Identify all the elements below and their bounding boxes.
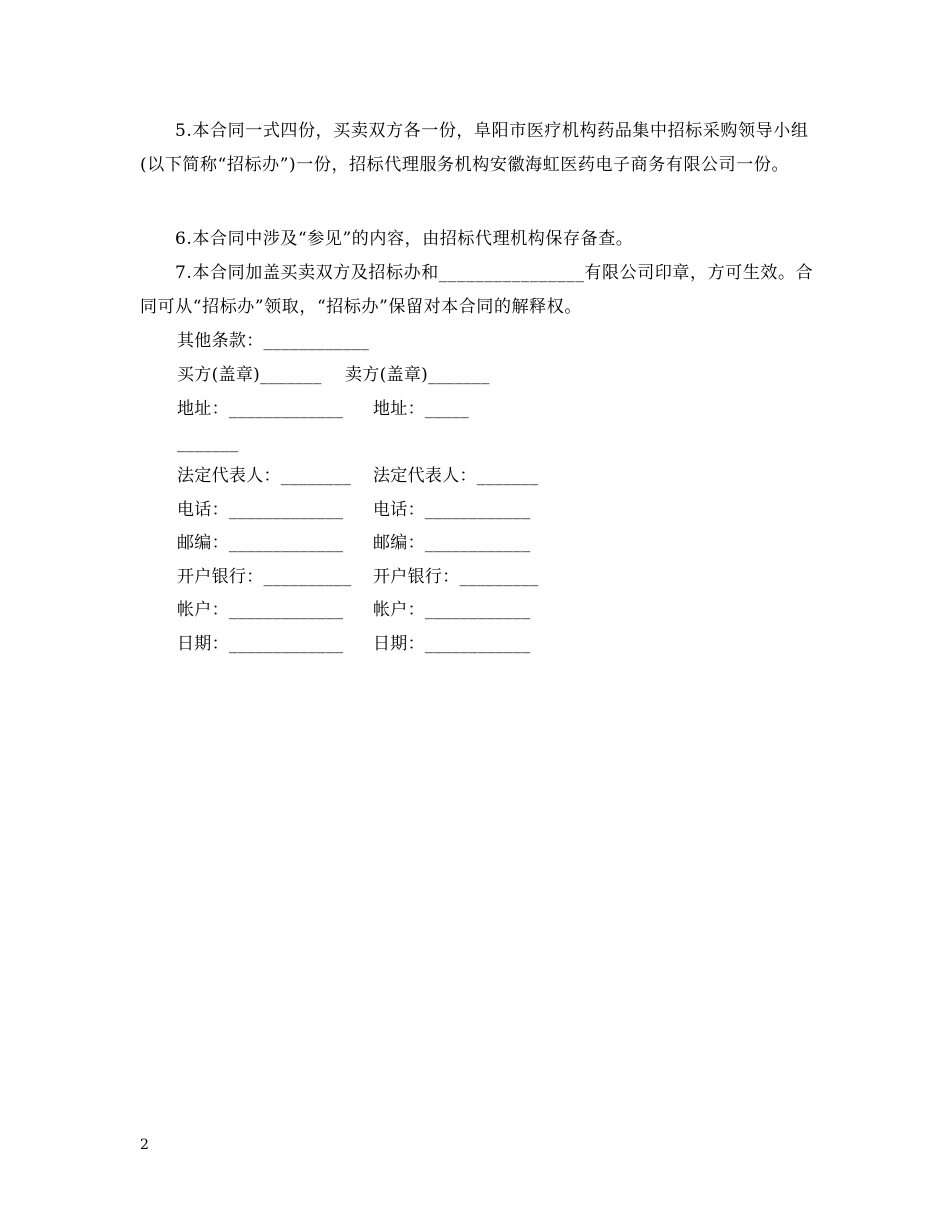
seller-postcode-line: 邮编：____________ [373, 533, 531, 553]
seller-date-line: 日期：____________ [373, 634, 531, 654]
seller-account-line: 帐户：____________ [373, 600, 531, 620]
seller-bank-line: 开户银行：_________ [373, 567, 539, 587]
seller-seal-line: 卖方(盖章)_______ [345, 365, 490, 385]
buyer-legal-rep-line: 法定代表人：________ [177, 466, 352, 486]
buyer-bank-line: 开户银行：__________ [177, 567, 352, 587]
buyer-address-line: 地址：_____________ [177, 399, 344, 419]
seller-address-line: 地址：_____ [373, 399, 469, 419]
buyer-postcode-line: 邮编：_____________ [177, 533, 344, 553]
address-continuation-line: _______ [177, 433, 239, 453]
buyer-phone-line: 电话：_____________ [177, 500, 344, 520]
buyer-account-line: 帐户：_____________ [177, 600, 344, 620]
seller-phone-line: 电话：____________ [373, 500, 531, 520]
buyer-seal-line: 买方(盖章)_______ [177, 365, 322, 385]
buyer-date-line: 日期：_____________ [177, 634, 344, 654]
clause-6: 6.本合同中涉及“参见”的内容，由招标代理机构保存备查。 [175, 229, 634, 249]
page-number: 2 [140, 1137, 149, 1153]
clause-7: 7.本合同加盖买卖双方及招标办和________________有限公司印章，方可生效。合同可从“招标办”领取，“招标办”保留对本合同的解释权。 [140, 263, 814, 317]
clause-5: 5.本合同一式四份，买卖双方各一份，阜阳市医疗机构药品集中招标采购领导小组(以下简称“招标办”)一份，招标代理服务机构安徽海虹医药电子商务有限公司一份。 [140, 121, 809, 175]
other-terms-line: 其他条款：____________ [177, 331, 370, 351]
seller-legal-rep-line: 法定代表人：_______ [373, 466, 539, 486]
